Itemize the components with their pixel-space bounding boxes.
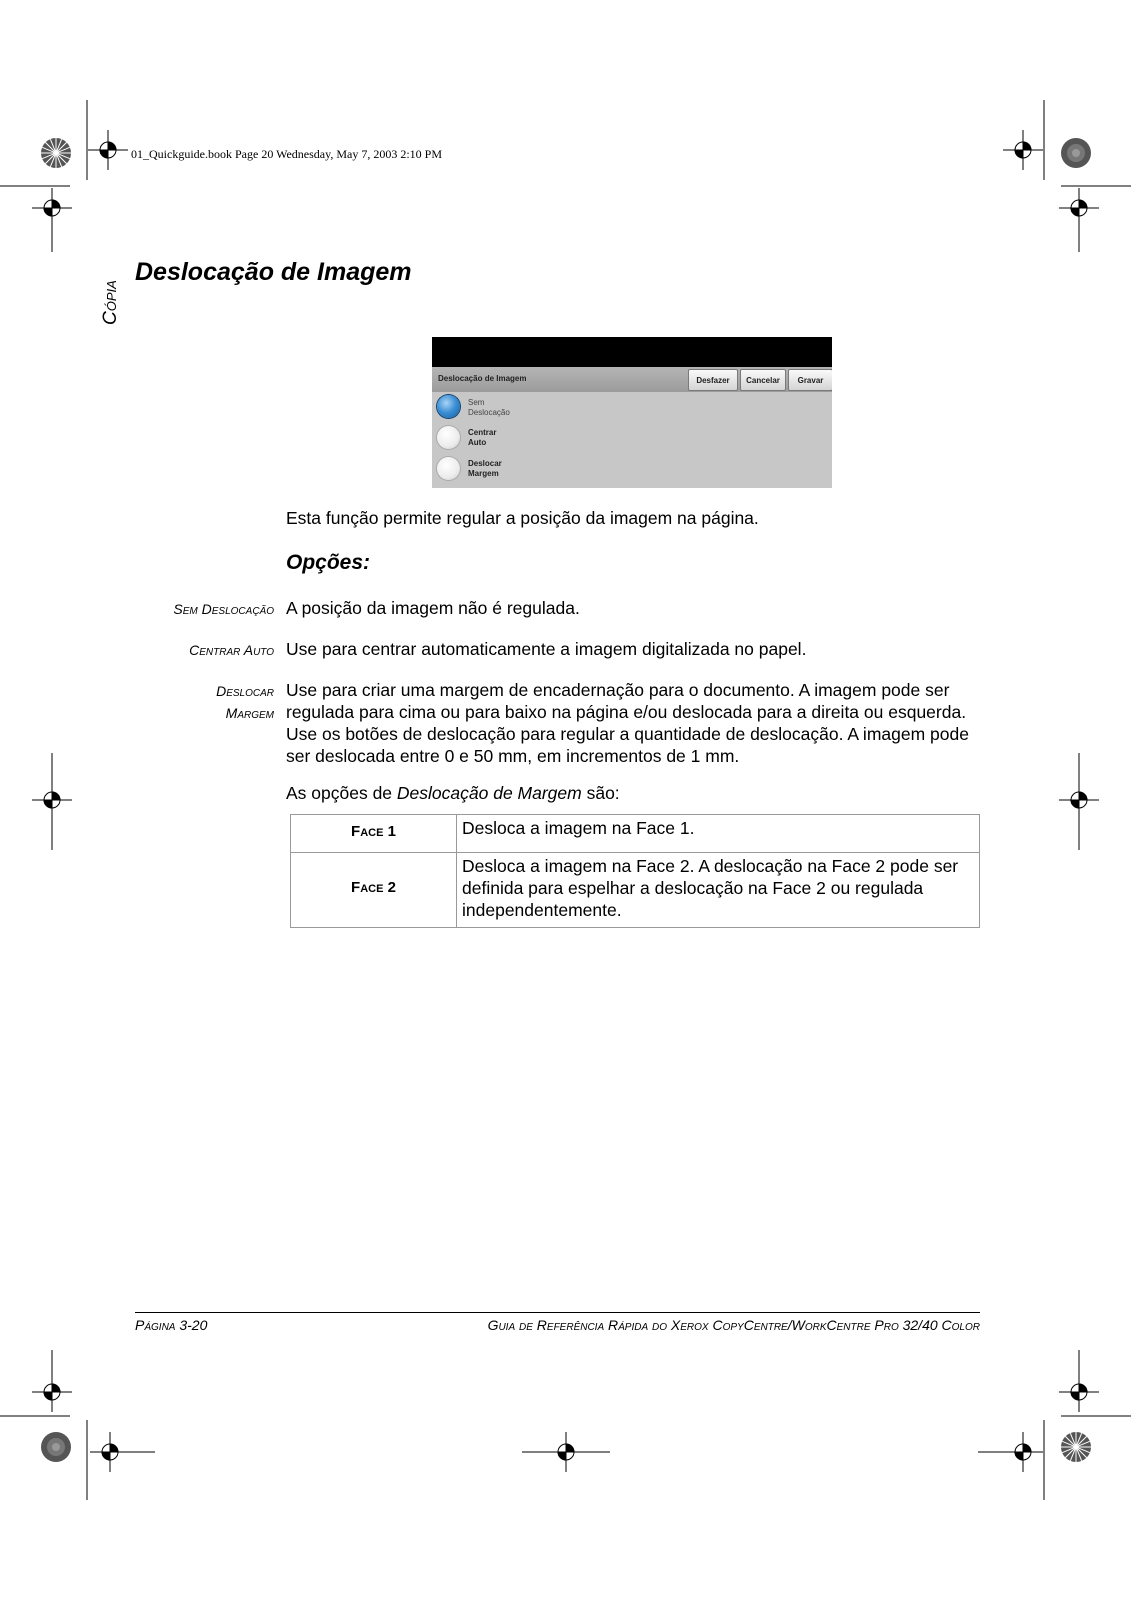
crosshair-mark (88, 130, 128, 170)
option-text-sem-deslocacao: A posição da imagem não é regulada. (286, 598, 580, 618)
option-label-centrar-auto: Centrar Auto (189, 642, 274, 658)
sunburst-mark-bl (41, 1432, 71, 1462)
footer-page-number: Página 3-20 (135, 1317, 208, 1333)
sunburst-mark-br (1061, 1432, 1091, 1462)
option-label: Deslocar Margem (468, 459, 502, 478)
table-row (291, 853, 980, 928)
radio-icon[interactable] (437, 457, 460, 480)
footer-guide-title: Guia de Referência Rápida do Xerox CopyCentre/WorkCentre Pro 32/40 Color (487, 1317, 980, 1333)
option-label-sem-deslocacao: Sem Deslocação (173, 601, 274, 617)
option-label: Sem Deslocação (468, 398, 510, 417)
face-options-table (290, 814, 980, 928)
page-title: Deslocação de Imagem (135, 258, 412, 286)
crosshair-mark (1059, 792, 1099, 808)
ui-title-bar (432, 367, 832, 392)
face-1-label: Face 1 (291, 815, 457, 853)
option-text-centrar-auto: Use para centrar automaticamente a imagem digitalizada no papel. (286, 639, 807, 659)
option-label: Centrar Auto (468, 428, 497, 447)
crosshair-mark (32, 188, 72, 252)
crosshair-mark (1059, 1350, 1099, 1412)
face-2-text: Desloca a imagem na Face 2. A deslocação na Face 2 pode ser definida para espelhar a deslocação na Face 2 ou regulada independentemente. (457, 853, 980, 928)
crosshair-mark (522, 1432, 610, 1472)
gravar-button[interactable]: Gravar (788, 369, 832, 391)
margin-options-intro: As opções de Deslocação de Margem são: (286, 783, 620, 803)
option-text-deslocar-margem: Use para criar uma margem de encadernação para o documento. A imagem pode ser regulada para cima ou para baixo na página e/ou deslocada para a direita ou esquerda. Use os botões de deslocação para regular a quantidade de deslocação. A imagem pode ser deslocada entre 0 e 50 mm, em incrementos de 1 mm. (286, 680, 969, 766)
crosshair-mark (32, 792, 72, 808)
radio-selected-icon[interactable] (437, 395, 460, 418)
sunburst-mark-tl (41, 138, 71, 168)
option-label-deslocar-margem: Deslocar Margem (216, 683, 274, 721)
crosshair-mark (1059, 188, 1099, 252)
intro-text: Esta função permite regular a posição da imagem na página. (286, 508, 759, 528)
ui-top-bar (432, 337, 832, 367)
crosshair-mark (32, 1350, 72, 1412)
book-header: 01_Quickguide.book Page 20 Wednesday, May 7, 2003 2:10 PM (131, 147, 443, 161)
sunburst-mark-tr (1061, 138, 1091, 168)
ui-screenshot (432, 337, 832, 488)
table-row (291, 815, 980, 853)
desfazer-button[interactable]: Desfazer (688, 369, 738, 391)
face-1-text: Desloca a imagem na Face 1. (457, 815, 980, 853)
face-2-label: Face 2 (291, 853, 457, 928)
footer-rule (135, 1312, 980, 1313)
crosshair-mark (978, 1432, 1043, 1472)
radio-icon[interactable] (437, 426, 460, 449)
crosshair-mark (90, 1432, 155, 1472)
cancelar-button[interactable]: Cancelar (740, 369, 786, 391)
ui-screen-title: Deslocação de Imagem (438, 374, 527, 383)
crosshair-mark (1003, 130, 1043, 170)
options-heading: Opções: (286, 551, 371, 574)
section-tab: Cópia (100, 280, 121, 325)
